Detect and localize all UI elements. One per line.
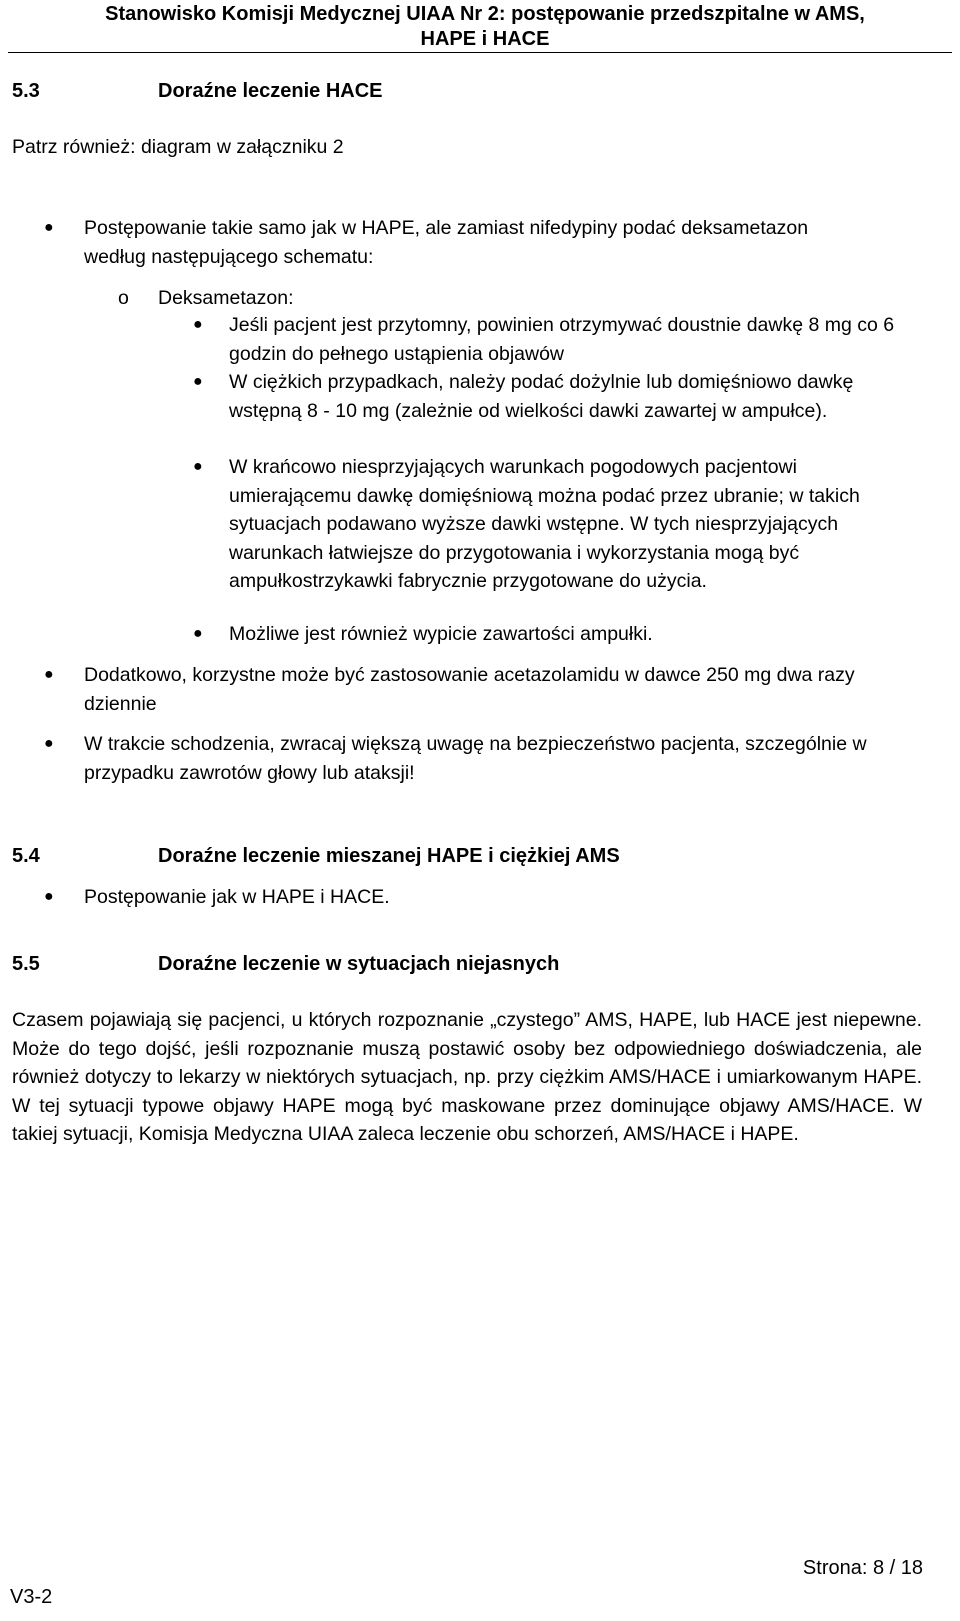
list-item: [44, 214, 874, 271]
see-also-text: Patrz również: diagram w załączniku 2: [12, 136, 344, 158]
bullet-icon: ●: [44, 219, 54, 236]
list-item: [44, 661, 904, 718]
list-item: [44, 883, 864, 912]
section-heading-5-5: [12, 952, 559, 976]
section-heading-5-4: [12, 844, 620, 868]
nested-list-item-text: W ciężkich przypadkach, należy podać dożylnie lub domięśniowo dawkę wstępną 8 - 10 mg (zależnie od wielkości dawki zawartej w ampułce).: [229, 371, 854, 422]
body-paragraph: Czasem pojawiają się pacjenci, u których rozpoznanie „czystego” AMS, HAPE, lub HACE jest niepewne. Może do tego dojść, jeśli rozpoznanie muszą postawić osoby bez odpowiedniego doświadczenia, ale również dotyczy to lekarzy w niektórych sytuacjach, np. przy ciężkim AMS/HACE i umiarkowanym HAPE. W tej sytuacji typowe objawy HAPE mogą być maskowane przez dominujące objawy AMS/HACE. W takiej sytuacji, Komisja Medyczna UIAA zaleca leczenie obu schorzeń, AMS/HACE i HAPE.: [12, 1009, 922, 1145]
version-label: V3-2: [10, 1586, 53, 1608]
nested-list-item: [193, 311, 899, 368]
header-title-line-2: HAPE i HACE: [420, 28, 550, 50]
bullet-icon: ●: [44, 888, 54, 905]
bullet-icon: ●: [193, 373, 203, 390]
nested-list-item-text: Możliwe jest również wypicie zawartości ampułki.: [229, 623, 653, 645]
nested-list-item: [193, 368, 909, 425]
list-item-text: Postępowanie takie samo jak w HAPE, ale zamiast nifedypiny podać deksametazon według następującego schematu:: [84, 217, 809, 268]
nested-list-item-text: W krańcowo niesprzyjających warunkach pogodowych pacjentowi umierającemu dawkę domięśniową można podać przez ubranie; w takich sytuacjach podawano wyższe dawki wstępne. W tych niesprzyjających warunkach łatwiejsze do przygotowania i wykorzystania mogą być ampułkostrzykawki fabrycznie przygotowane do użycia.: [229, 456, 860, 592]
header-title-line-1: Stanowisko Komisji Medycznej UIAA Nr 2: postępowanie przedszpitalne w AMS,: [105, 3, 865, 25]
list-item-text: Postępowanie jak w HAPE i HACE.: [84, 886, 390, 908]
section-title: Doraźne leczenie mieszanej HAPE i ciężkiej AMS: [158, 845, 620, 867]
section-number: 5.3: [12, 80, 40, 102]
section-number: 5.4: [12, 845, 40, 867]
sub-list-label: Deksametazon:: [158, 287, 294, 309]
bullet-icon: ●: [44, 735, 54, 752]
bullet-icon: ●: [44, 666, 54, 683]
nested-list-item: [193, 453, 894, 596]
section-title: Doraźne leczenie HACE: [158, 80, 383, 102]
section-heading-5-3: [12, 79, 383, 103]
section-title: Doraźne leczenie w sytuacjach niejasnych: [158, 953, 560, 975]
header-rule: [8, 52, 952, 53]
page-header: [30, 2, 940, 52]
sub-list-marker: o: [118, 287, 129, 309]
page-number: Strona: 8 / 18: [802, 1557, 923, 1579]
nested-list-item-text: Jeśli pacjent jest przytomny, powinien otrzymywać doustnie dawkę 8 mg co 6 godzin do pełnego ustąpienia objawów: [229, 314, 895, 365]
list-item: [44, 730, 914, 787]
list-item-text: Dodatkowo, korzystne może być zastosowanie acetazolamidu w dawce 250 mg dwa razy dziennie: [84, 664, 855, 715]
nested-list-item: [193, 620, 909, 649]
section-number: 5.5: [12, 953, 40, 975]
bullet-icon: ●: [193, 316, 203, 333]
bullet-icon: ●: [193, 625, 203, 642]
list-item-text: W trakcie schodzenia, zwracaj większą uwagę na bezpieczeństwo pacjenta, szczególnie w przypadku zawrotów głowy lub ataksji!: [84, 733, 867, 784]
bullet-icon: ●: [193, 458, 203, 475]
sub-list-item: [118, 284, 858, 313]
